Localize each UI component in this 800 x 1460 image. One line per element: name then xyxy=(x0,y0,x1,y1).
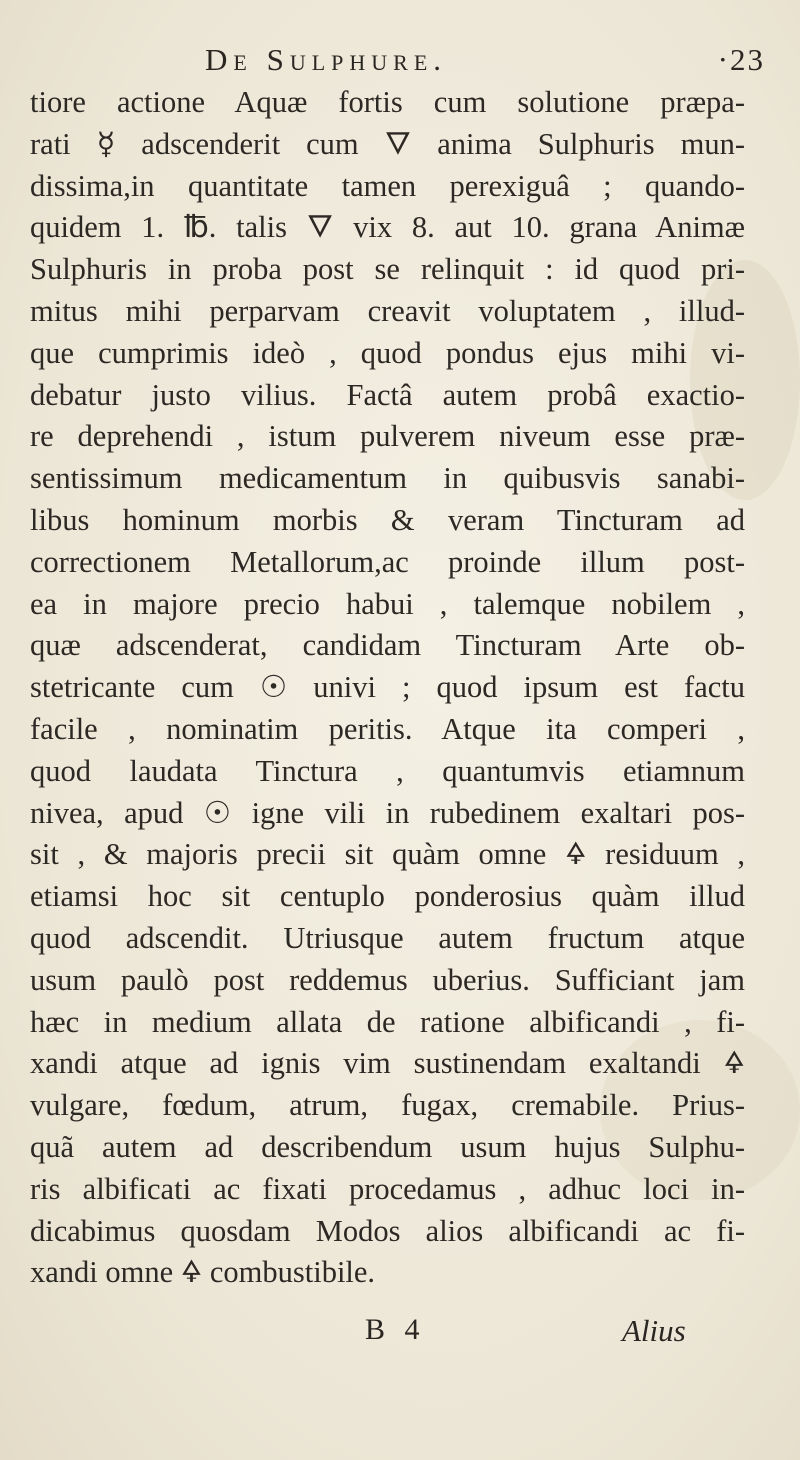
text-line: quã autem ad describendum usum hujus Sulphu- xyxy=(30,1129,745,1164)
text-line: usum paulò post reddemus uberius. Sufficiant jam xyxy=(30,962,745,997)
text-line: xandi atque ad ignis vim sustinendam exaltandi 🜍 xyxy=(30,1046,745,1081)
text-line: dissima,in quantitate tamen perexiguâ ; quando- xyxy=(30,168,745,203)
text-line: debatur justo vilius. Factâ autem probâ exactio- xyxy=(30,377,745,412)
text-line: stetricante cum ☉ univi ; quod ipsum est factu xyxy=(30,670,745,705)
text-line: Sulphuris in proba post se relinquit : id quod pri- xyxy=(30,252,745,287)
text-line: sit , & majoris precii sit quàm omne 🜍 residuum , xyxy=(30,837,745,872)
text-line: dicabimus quosdam Modos alios albificandi ac fi- xyxy=(30,1213,745,1248)
text-line: ea in majore precio habui , talemque nobilem , xyxy=(30,586,745,621)
text-line: quod adscendit. Utriusque autem fructum atque xyxy=(30,920,745,955)
page-number: ·23 xyxy=(717,42,765,77)
signature-mark: B 4 xyxy=(365,1313,426,1346)
text-line: ris albificati ac fixati procedamus , adhuc loci in- xyxy=(30,1171,745,1206)
text-line: mitus mihi perparvam creavit voluptatem , illud- xyxy=(30,293,745,328)
text-line: nivea, apud ☉ igne vili in rubedinem exaltari pos- xyxy=(30,795,745,830)
text-line: xandi omne 🜍 combustibile. xyxy=(30,1255,376,1290)
text-line: tiore actione Aquæ fortis cum solutione præpa- xyxy=(30,85,745,119)
text-line: re deprehendi , istum pulverem niveum esse præ- xyxy=(30,419,745,454)
body-text xyxy=(30,82,770,1294)
text-line: rati ☿ adscenderit cum 🜄 anima Sulphuris mun- xyxy=(30,126,745,161)
text-line: etiamsi hoc sit centuplo ponderosius quàm illud xyxy=(30,879,745,914)
text-line: facile , nominatim peritis. Atque ita comperi , xyxy=(30,711,745,746)
text-line: quod laudata Tinctura , quantumvis etiamnum xyxy=(30,753,745,788)
text-line: vulgare, fœdum, atrum, fugax, cremabile. Prius- xyxy=(30,1088,745,1123)
text-line: quæ adscenderat, candidam Tincturam Arte ob- xyxy=(30,628,745,663)
page-footer xyxy=(0,1313,800,1363)
text-line: que cumprimis ideò , quod pondus ejus mihi vi- xyxy=(30,335,745,370)
running-title: De Sulphure. xyxy=(205,42,448,77)
text-line: correctionem Metallorum,ac proinde illum post- xyxy=(30,544,745,579)
text-line: hæc in medium allata de ratione albificandi , fi- xyxy=(30,1004,745,1039)
catchword: Alius xyxy=(622,1313,686,1348)
text-line: sentissimum medicamentum in quibusvis sanabi- xyxy=(30,461,745,496)
text-line: libus hominum morbis & veram Tincturam ad xyxy=(30,502,745,537)
text-line: quidem 1. ℔. talis 🜄 vix 8. aut 10. grana Animæ xyxy=(30,210,745,245)
